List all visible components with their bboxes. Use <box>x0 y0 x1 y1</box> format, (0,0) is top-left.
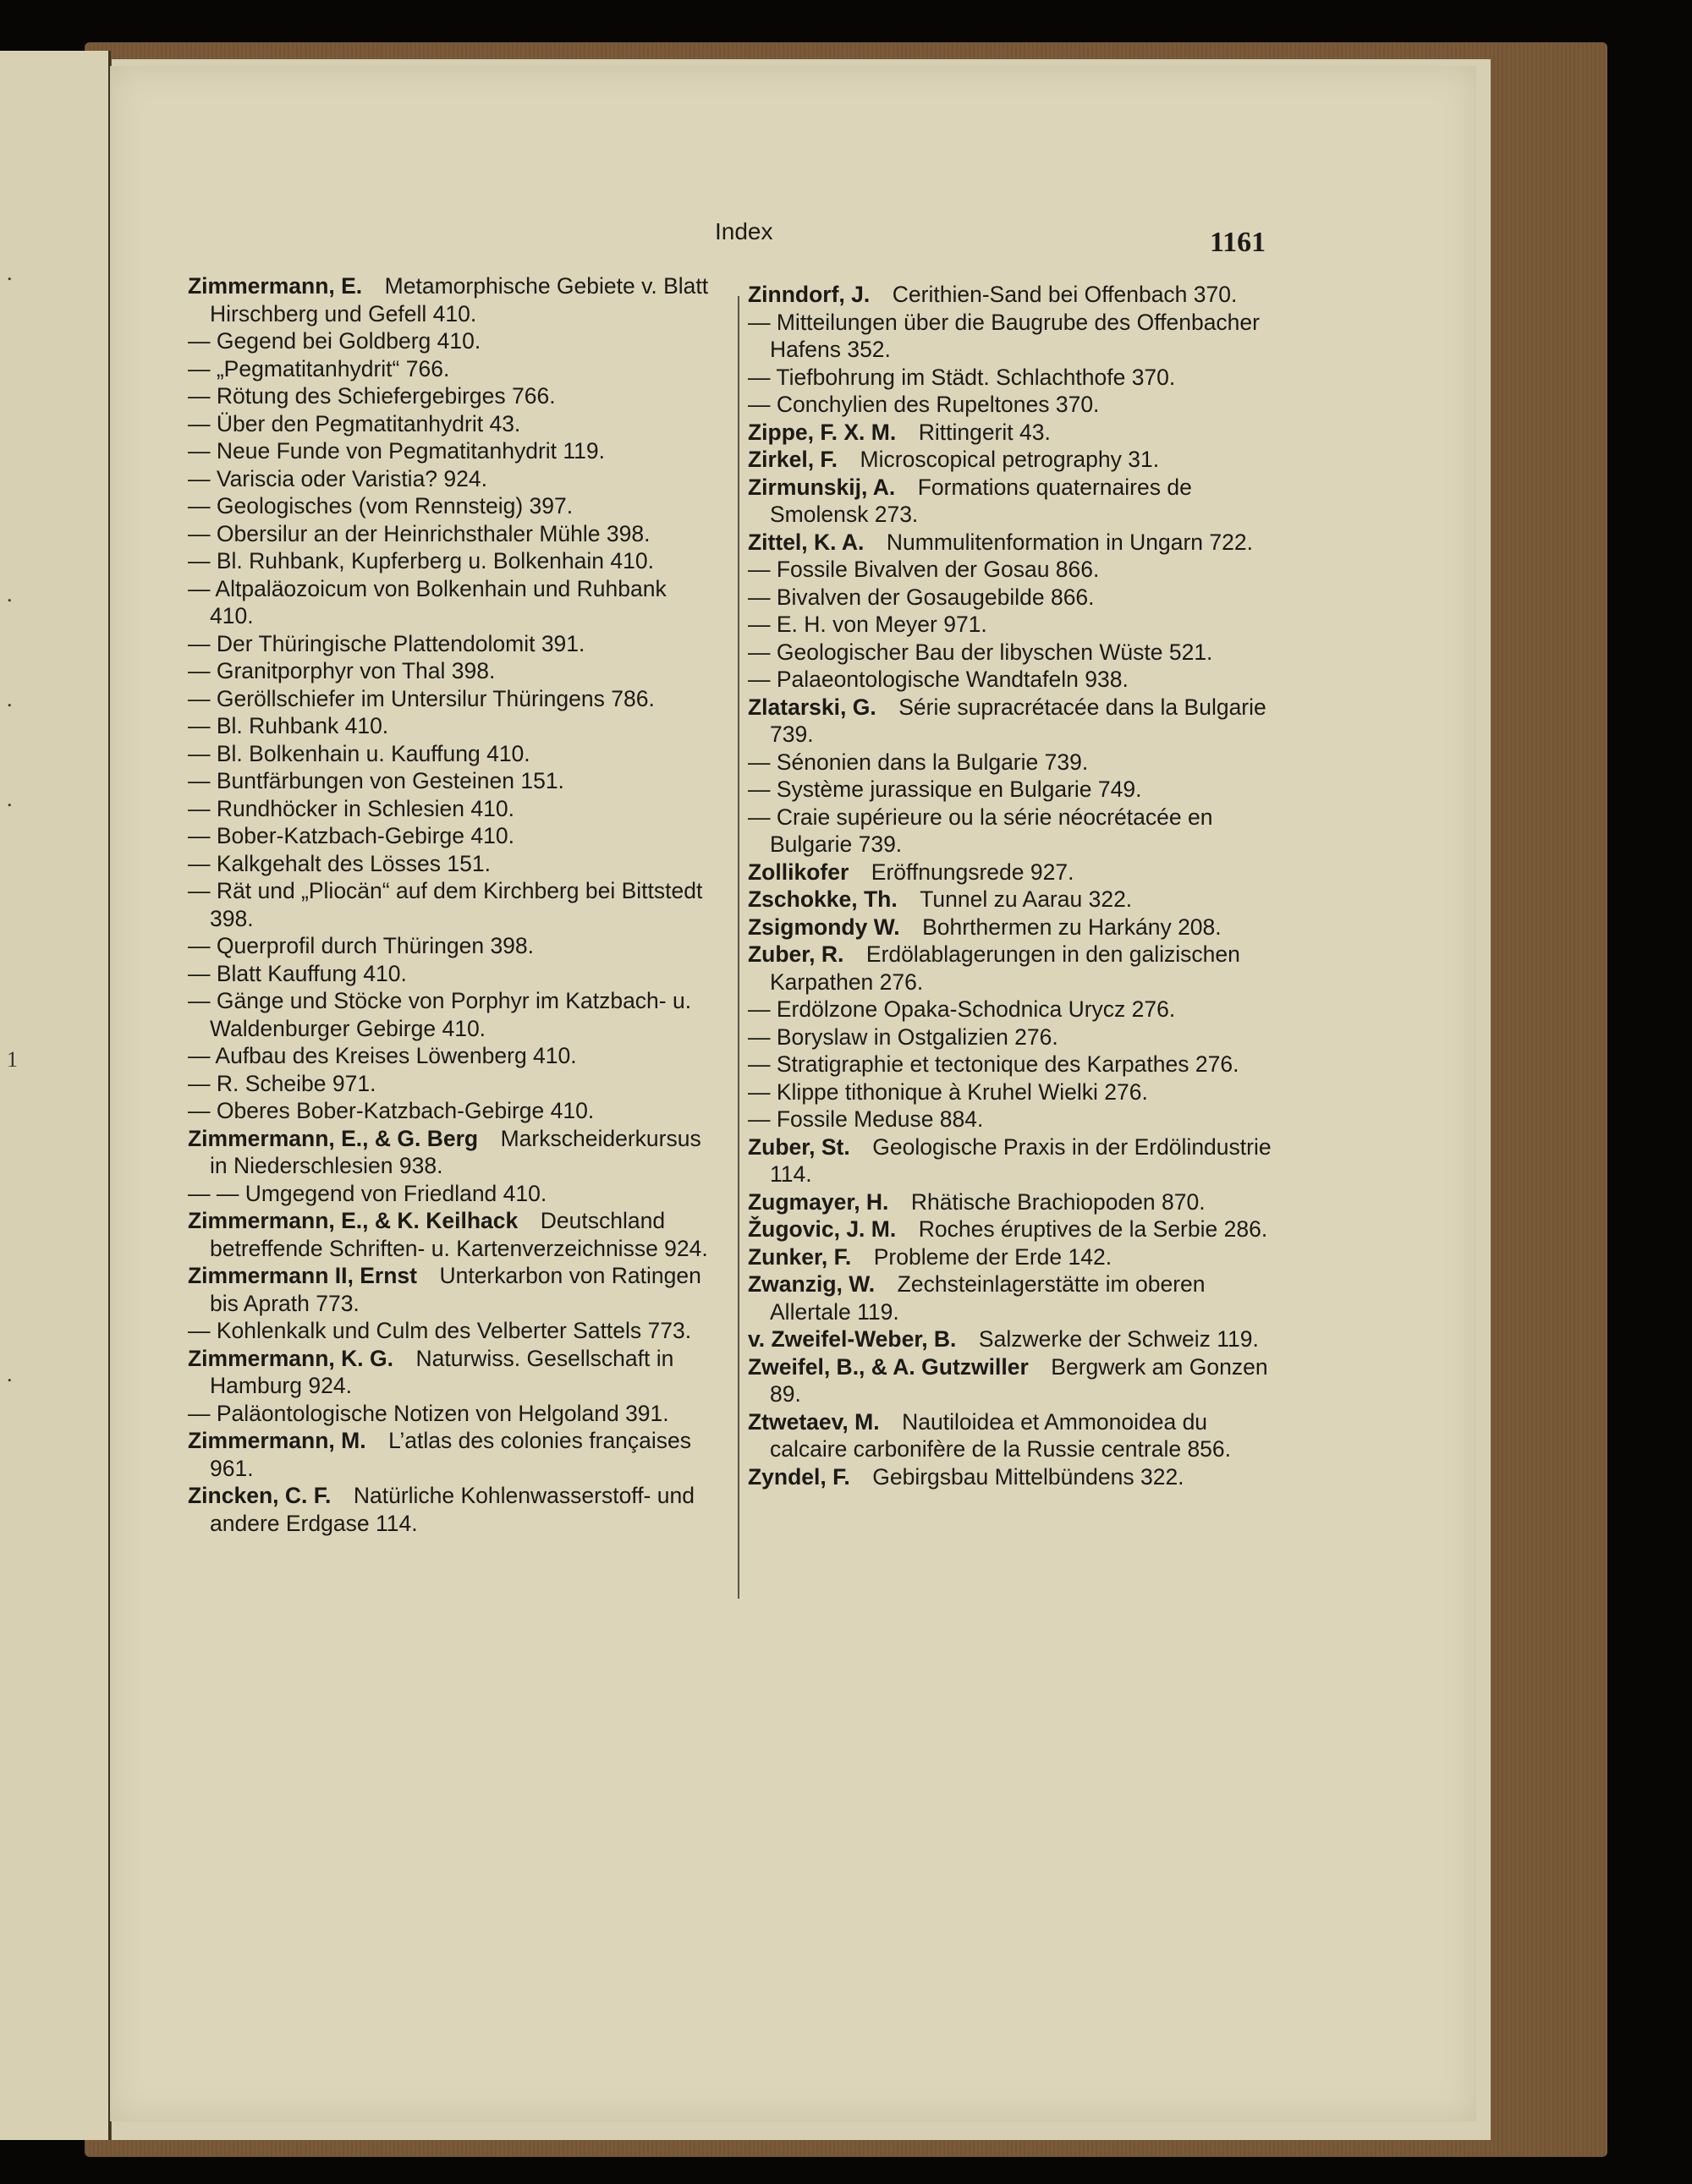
entry-title: — — Umgegend von Friedland 410. <box>188 1180 547 1206</box>
index-entry <box>748 1325 1277 1353</box>
entry-title: Geologische Praxis in der Erdölindustrie 114. <box>770 1133 1272 1187</box>
index-entry <box>748 309 1277 364</box>
index-entry <box>188 877 712 932</box>
entry-title: — Système jurassique en Bulgarie 749. <box>748 776 1142 802</box>
entry-author: Zippe, F. X. M. <box>748 419 897 445</box>
running-head: Index <box>715 218 773 244</box>
index-entry <box>748 1106 1277 1133</box>
entry-title: Cerithien-Sand bei Offenbach 370. <box>892 282 1238 307</box>
entry-title: Salzwerke der Schweiz 119. <box>978 1326 1259 1352</box>
entry-title: — Klippe tithonique à Kruhel Wielki 276. <box>748 1078 1148 1105</box>
margin-mark: . <box>7 787 13 811</box>
entry-title: — Obersilur an der Heinrichsthaler Mühle 398. <box>188 520 651 546</box>
entry-title: — Geologisches (vom Rennsteig) 397. <box>188 493 574 519</box>
index-entry <box>748 1408 1277 1463</box>
entry-title: Zechsteinlagerstätte im oberen Allertale 119. <box>770 1271 1206 1325</box>
index-entry <box>748 941 1277 996</box>
index-entry <box>188 382 712 410</box>
entry-title: — Bivalven der Gosaugebilde 866. <box>748 584 1095 610</box>
entry-author: Zittel, K. A. <box>748 529 865 555</box>
entry-author: Zuber, St. <box>748 1133 850 1160</box>
entry-author: Ztwetaev, M. <box>748 1408 880 1435</box>
index-entry <box>748 666 1277 694</box>
index-entry <box>748 584 1277 612</box>
entry-title: — Granitporphyr von Thal 398. <box>188 658 496 683</box>
entry-author: Zschokke, Th. <box>748 886 898 912</box>
entry-title: Erdölablagerungen in den galizischen Karpathen 276. <box>770 941 1240 995</box>
entry-title: Microscopical petrography 31. <box>860 447 1160 472</box>
entry-title: — Boryslaw in Ostgalizien 276. <box>748 1023 1058 1050</box>
entry-title: Série supracrétacée dans la Bulgarie 739. <box>770 694 1266 747</box>
index-column-right <box>748 281 1277 1490</box>
entry-title: — Oberes Bober-Katzbach-Gebirge 410. <box>188 1098 595 1123</box>
index-entry <box>188 1097 712 1125</box>
entry-author: v. Zweifel-Weber, B. <box>748 1326 957 1352</box>
entry-title: — Tiefbohrung im Städt. Schlachthofe 370. <box>748 364 1176 390</box>
index-entry <box>748 776 1277 804</box>
index-entry <box>748 529 1277 557</box>
entry-author: Zyndel, F. <box>748 1463 850 1490</box>
entry-title: L’atlas des colonies françaises 961. <box>210 1428 692 1481</box>
index-entry <box>748 1023 1277 1051</box>
entry-title: Gebirgsbau Mittelbündens 322. <box>872 1463 1184 1490</box>
entry-author: Zuber, R. <box>748 941 844 967</box>
index-entry <box>748 1078 1277 1106</box>
entry-title: — Rundhöcker in Schlesien 410. <box>188 795 514 821</box>
entry-title: — Sénonien dans la Bulgarie 739. <box>748 749 1089 775</box>
index-entry <box>748 391 1277 419</box>
entry-title: Rittingerit 43. <box>918 419 1051 445</box>
entry-title: Unterkarbon von Ratingen bis Aprath 773. <box>210 1263 701 1316</box>
entry-title: Naturwiss. Gesellschaft in Hamburg 924. <box>210 1345 674 1398</box>
entry-title: Nummulitenformation in Ungarn 722. <box>886 529 1253 555</box>
entry-title: Rhätische Brachiopoden 870. <box>910 1188 1206 1215</box>
entry-title: Metamorphische Gebiete v. Blatt Hirschberg und Gefell 410. <box>210 273 709 327</box>
index-entry <box>188 850 712 878</box>
index-entry <box>188 740 712 768</box>
entry-author: Zunker, F. <box>748 1243 852 1270</box>
entry-title: — Erdölzone Opaka-Schodnica Urycz 276. <box>748 996 1176 1022</box>
index-entry <box>188 932 712 960</box>
entry-author: Zimmermann II, Ernst <box>188 1263 417 1288</box>
index-entry <box>748 419 1277 447</box>
page-number: 1161 <box>1210 227 1266 258</box>
index-entry <box>188 272 712 327</box>
index-entry <box>188 712 712 740</box>
entry-title: — Blatt Kauffung 410. <box>188 960 407 986</box>
index-entry <box>188 1427 712 1482</box>
index-entry <box>188 987 712 1042</box>
index-entry <box>748 804 1277 859</box>
index-entry <box>188 767 712 795</box>
entry-author: Zimmermann, E., & K. Keilhack <box>188 1208 519 1233</box>
index-entry <box>188 355 712 383</box>
entry-title: — Palaeontologische Wandtafeln 938. <box>748 667 1129 692</box>
index-entry <box>748 1463 1277 1491</box>
margin-mark: . <box>7 261 13 285</box>
index-entry <box>188 465 712 493</box>
entry-author: Zirkel, F. <box>748 447 838 472</box>
index-entry <box>748 1270 1277 1325</box>
entry-author: Zincken, C. F. <box>188 1483 332 1508</box>
index-entry <box>748 611 1277 639</box>
index-entry <box>188 327 712 355</box>
index-entry <box>748 694 1277 749</box>
entry-author: Zwanzig, W. <box>748 1271 876 1297</box>
entry-author: Zsigmondy W. <box>748 914 900 940</box>
index-entry <box>748 446 1277 474</box>
entry-title: Deutschland betreffende Schriften- u. Kartenverzeichnisse 924. <box>210 1208 708 1261</box>
entry-author: Zweifel, B., & A. Gutzwiller <box>748 1353 1029 1380</box>
index-entry <box>188 575 712 630</box>
index-entry <box>748 914 1277 941</box>
entry-title: — Geologischer Bau der libyschen Wüste 521. <box>748 639 1213 665</box>
index-entry <box>188 685 712 713</box>
index-entry <box>188 520 712 548</box>
entry-title: — Gegend bei Goldberg 410. <box>188 328 481 354</box>
entry-title: — Gänge und Stöcke von Porphyr im Katzbach- u. Waldenburger Gebirge 410. <box>188 988 692 1041</box>
entry-title: — Kalkgehalt des Lösses 151. <box>188 850 491 876</box>
index-entry <box>188 1125 712 1180</box>
entry-author: Zirmunskij, A. <box>748 474 896 500</box>
entry-title: Formations quaternaires de Smolensk 273. <box>770 474 1192 527</box>
entry-title: — Paläontologische Notizen von Helgoland 391. <box>188 1400 669 1426</box>
index-entry <box>188 1482 712 1537</box>
index-entry <box>748 886 1277 914</box>
entry-title: — E. H. von Meyer 971. <box>748 612 987 637</box>
entry-title: Probleme der Erde 142. <box>873 1243 1112 1270</box>
entry-title: — Altpaläozoicum von Bolkenhain und Ruhbank 410. <box>188 575 667 628</box>
index-entry <box>188 547 712 575</box>
entry-title: — Querprofil durch Thüringen 398. <box>188 933 535 958</box>
margin-mark: 1 <box>7 1047 18 1072</box>
entry-author: Zimmermann, M. <box>188 1428 366 1453</box>
index-entry <box>748 474 1277 529</box>
index-entry <box>188 1042 712 1070</box>
entry-title: Nautiloidea et Ammonoidea du calcaire carbonifère de la Russie centrale 856. <box>770 1408 1232 1462</box>
entry-title: Markscheiderkursus in Niederschlesien 938. <box>210 1125 701 1178</box>
index-entry <box>748 1243 1277 1271</box>
entry-title: — Der Thüringische Plattendolomit 391. <box>188 630 585 656</box>
entry-author: Zollikofer <box>748 859 849 885</box>
entry-title: — Mitteilungen über die Baugrube des Offenbacher Hafens 352. <box>748 309 1260 362</box>
index-entry <box>748 996 1277 1023</box>
entry-title: Tunnel zu Aarau 322. <box>920 886 1133 912</box>
index-entry <box>188 437 712 465</box>
index-entry <box>188 960 712 988</box>
entry-title: — Aufbau des Kreises Löwenberg 410. <box>188 1043 577 1068</box>
entry-author: Zinndorf, J. <box>748 282 871 307</box>
entry-title: — Bl. Bolkenhain u. Kauffung 410. <box>188 740 530 766</box>
entry-author: Zimmermann, K. G. <box>188 1345 393 1371</box>
index-entry <box>748 281 1277 309</box>
entry-title: Bergwerk am Gonzen 89. <box>770 1353 1268 1407</box>
entry-title: — Fossile Meduse 884. <box>748 1106 984 1132</box>
entry-title: — Conchylien des Rupeltones 370. <box>748 392 1100 417</box>
entry-title: — Bober-Katzbach-Gebirge 410. <box>188 823 514 848</box>
entry-title: — Kohlenkalk und Culm des Velberter Sattels 773. <box>188 1318 692 1343</box>
index-entry <box>188 1207 712 1262</box>
entry-title: Eröffnungsrede 927. <box>871 859 1074 885</box>
entry-title: — Neue Funde von Pegmatitanhydrit 119. <box>188 438 605 464</box>
facing-page-edge <box>0 51 111 2140</box>
entry-title: Bohrthermen zu Harkány 208. <box>922 914 1222 940</box>
index-entry <box>748 1188 1277 1216</box>
margin-mark: . <box>7 582 13 606</box>
entry-author: Zimmermann, E., & G. Berg <box>188 1125 479 1151</box>
index-entry <box>748 556 1277 584</box>
index-entry <box>188 1180 712 1208</box>
column-divider <box>738 296 739 1599</box>
index-entry <box>188 1317 712 1345</box>
index-entry <box>748 749 1277 776</box>
margin-mark: . <box>7 687 13 711</box>
entry-author: Zimmermann, E. <box>188 273 363 299</box>
index-entry <box>188 795 712 823</box>
index-entry <box>748 364 1277 392</box>
entry-author: Zlatarski, G. <box>748 694 876 720</box>
index-entry <box>188 1345 712 1400</box>
entry-title: — Geröllschiefer im Untersilur Thüringens 786. <box>188 685 655 711</box>
entry-author: Žugovic, J. M. <box>748 1216 897 1242</box>
entry-title: — Fossile Bivalven der Gosau 866. <box>748 557 1100 582</box>
index-entry <box>188 1070 712 1098</box>
index-entry <box>188 410 712 438</box>
index-column-left <box>188 272 712 1537</box>
entry-title: — Variscia oder Varistia? 924. <box>188 465 487 491</box>
index-entry <box>188 1400 712 1428</box>
index-entry <box>748 859 1277 886</box>
index-entry <box>748 1051 1277 1078</box>
entry-title: Natürliche Kohlenwasserstoff- und andere Erdgase 114. <box>210 1483 695 1536</box>
entry-title: — R. Scheibe 971. <box>188 1070 376 1096</box>
margin-mark: . <box>7 1362 13 1386</box>
index-entry <box>188 492 712 520</box>
entry-title: Roches éruptives de la Serbie 286. <box>918 1216 1268 1242</box>
entry-title: — Rötung des Schiefergebirges 766. <box>188 383 556 409</box>
index-entry <box>188 1262 712 1317</box>
entry-title: — „Pegmatitanhydrit“ 766. <box>188 355 450 381</box>
index-entry <box>748 1133 1277 1188</box>
entry-title: — Bl. Ruhbank, Kupferberg u. Bolkenhain 410. <box>188 548 654 573</box>
index-entry <box>748 1353 1277 1408</box>
entry-title: — Buntfärbungen von Gesteinen 151. <box>188 768 564 793</box>
entry-title: — Über den Pegmatitanhydrit 43. <box>188 410 521 436</box>
index-entry <box>188 822 712 850</box>
entry-title: — Bl. Ruhbank 410. <box>188 713 389 738</box>
entry-title: — Stratigraphie et tectonique des Karpathes 276. <box>748 1051 1239 1077</box>
index-entry <box>748 1215 1277 1243</box>
entry-author: Zugmayer, H. <box>748 1188 889 1215</box>
index-entry <box>188 657 712 685</box>
index-entry <box>748 639 1277 667</box>
index-entry <box>188 630 712 658</box>
entry-title: — Craie supérieure ou la série néocrétacée en Bulgarie 739. <box>748 804 1213 857</box>
entry-title: — Rät und „Pliocän“ auf dem Kirchberg bei Bittstedt 398. <box>188 878 703 931</box>
